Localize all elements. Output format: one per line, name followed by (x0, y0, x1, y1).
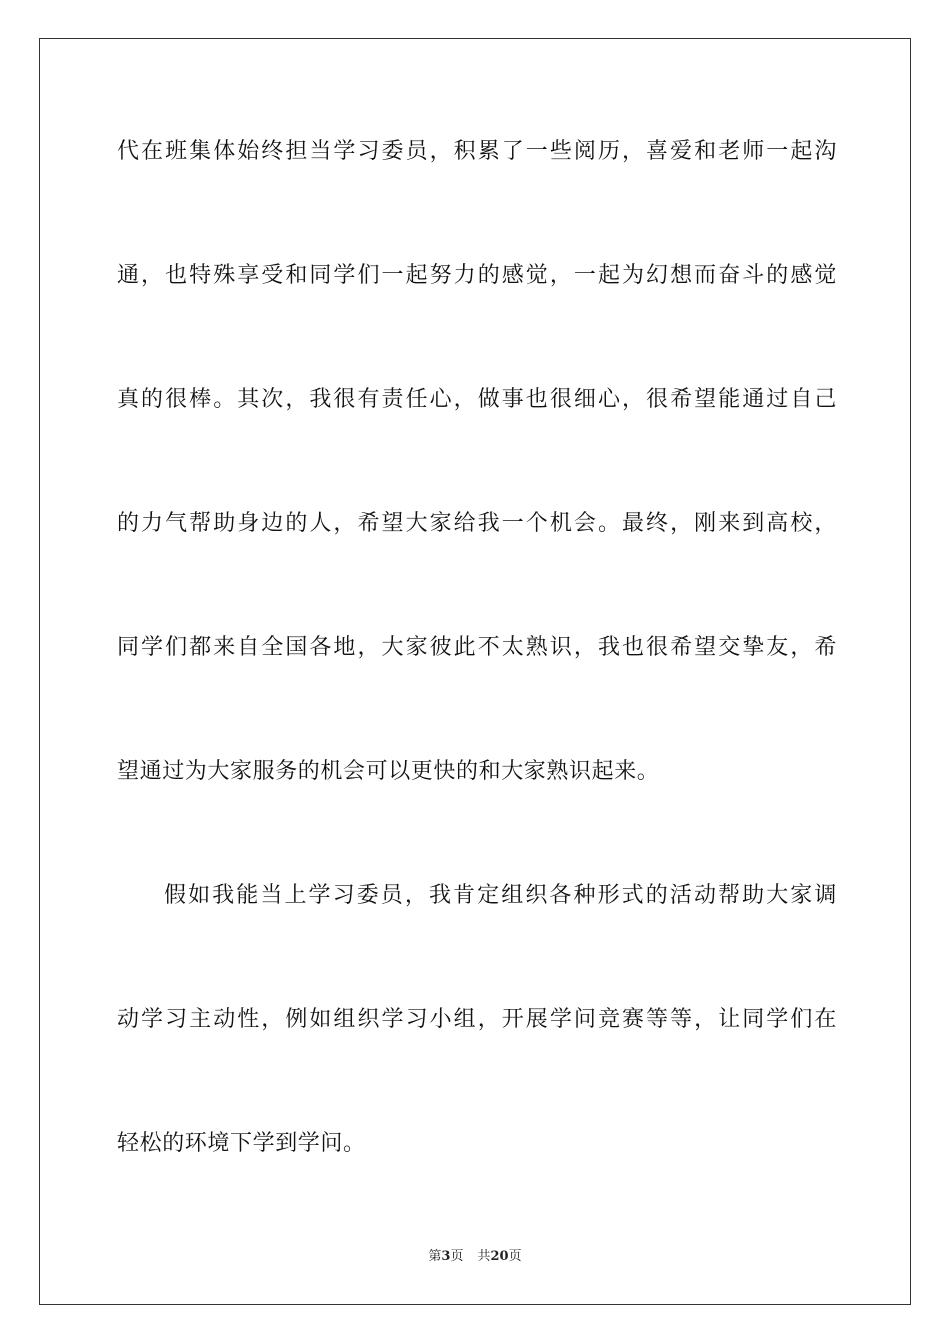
body-text-line: 望通过为大家服务的机会可以更快的和大家熟识起来。 (117, 759, 660, 784)
total-prefix: 共 (477, 1249, 491, 1264)
body-text-line: 的力气帮助身边的人，希望大家给我一个机会。最终，刚来到高校， (117, 511, 837, 536)
paragraph-first-line: 假如我能当上学习委员，我肯定组织各种形式的活动帮助大家调 (164, 883, 837, 908)
body-text-line: 真的很棒。其次，我很有责任心，做事也很细心，很希望能通过自己 (117, 387, 837, 412)
page-border (39, 38, 911, 1305)
page-suffix: 页 (450, 1249, 464, 1264)
total-pages: 20 (490, 1249, 509, 1264)
body-text-line: 同学们都来自全国各地，大家彼此不太熟识，我也很希望交挚友，希 (117, 635, 837, 660)
page-number: 3 (441, 1249, 451, 1264)
page-prefix: 第 (428, 1249, 442, 1264)
page-footer (0, 1248, 950, 1266)
body-text-line: 通，也特殊享受和同学们一起努力的感觉，一起为幻想而奋斗的感觉 (117, 263, 837, 288)
body-text-line: 代在班集体始终担当学习委员，积累了一些阅历，喜爱和老师一起沟 (117, 139, 837, 164)
body-text-line: 轻松的环境下学到学问。 (117, 1131, 366, 1156)
body-text-line: 动学习主动性，例如组织学习小组，开展学问竞赛等等，让同学们在 (117, 1007, 837, 1032)
total-suffix: 页 (508, 1249, 522, 1264)
